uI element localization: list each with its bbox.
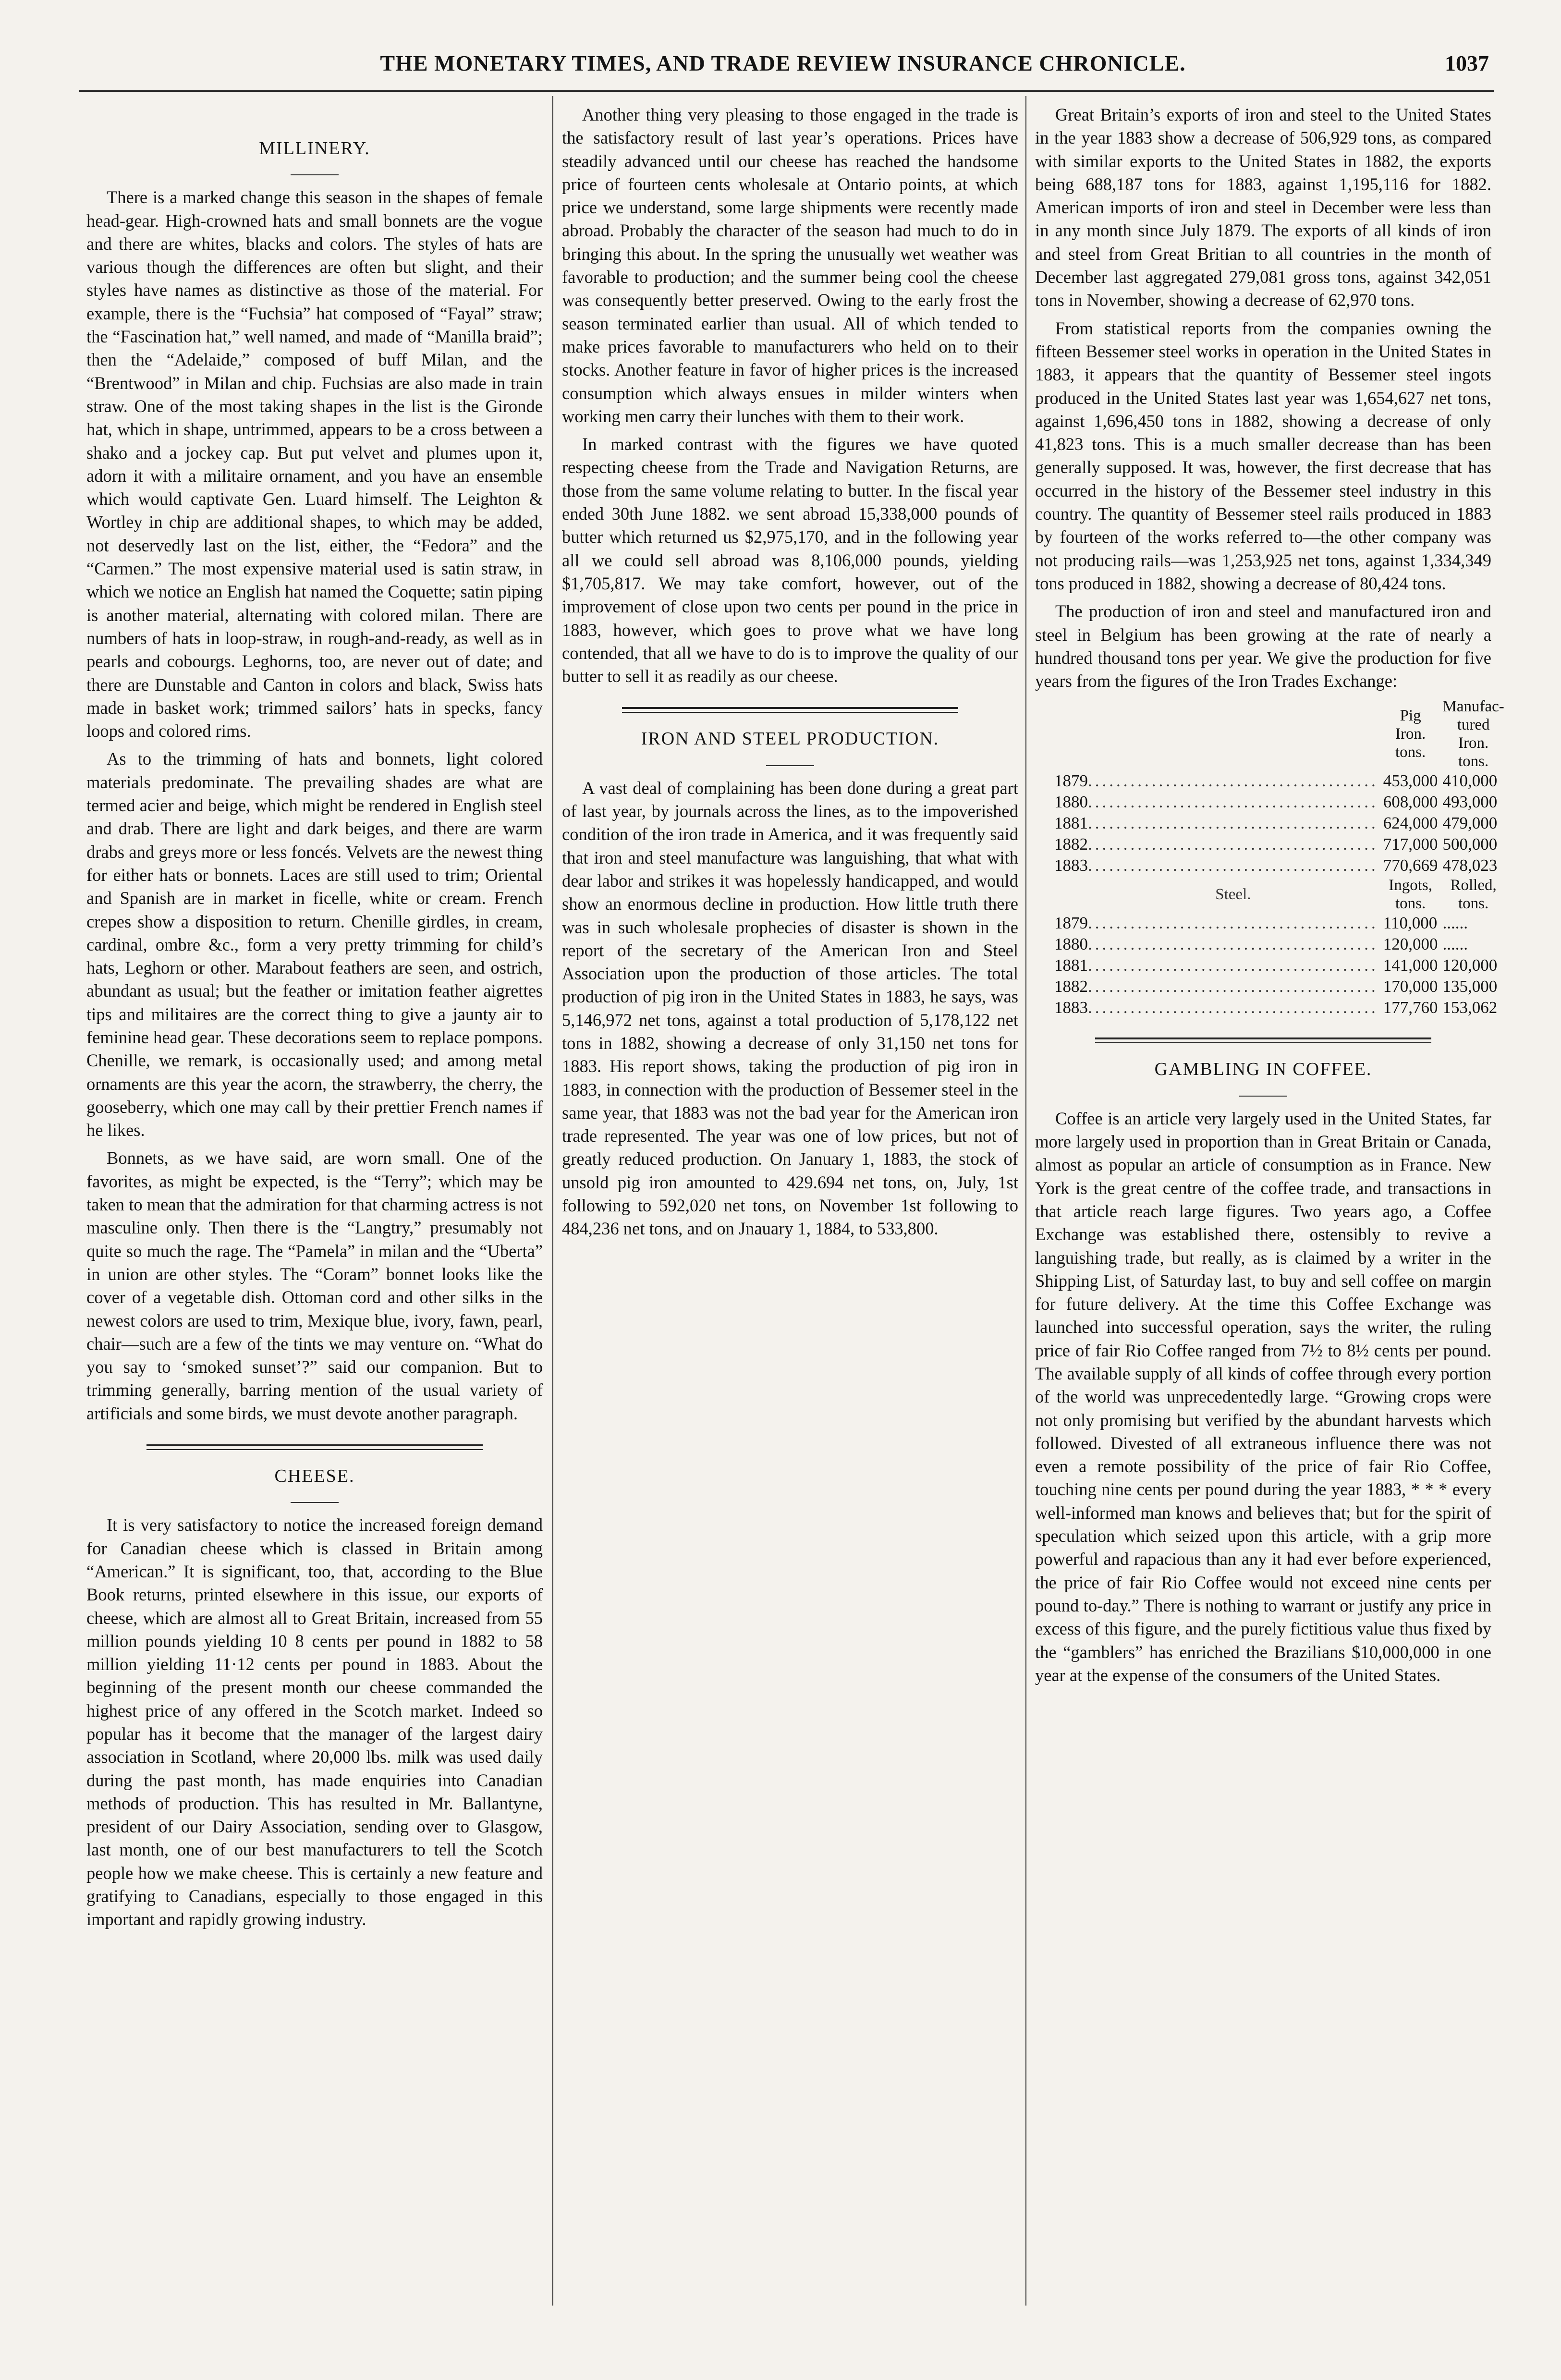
column-1 bbox=[86, 103, 543, 1936]
value-cell: 153,062 bbox=[1442, 998, 1498, 1017]
column-rule bbox=[552, 96, 553, 2306]
value-cell: 110,000 bbox=[1383, 914, 1438, 933]
value-cell: 493,000 bbox=[1442, 793, 1498, 812]
leader-dots: ......................................... bbox=[1088, 956, 1378, 975]
value-cell: 717,000 bbox=[1383, 835, 1438, 854]
iron-paragraph: From statistical reports from the companies owning the fifteen Bessemer steel works in operation in the United States in 1883, it appears that the quantity of Bessemer steel ingots produced in the United States last year was 1,654,627 net tons, against 1,696,450 tons in 1882, showing a decrease of only 41,823 tons. This is a much smaller decrease than has been generally supposed. It was, however, the first decrease that has occurred in the history of the Bessemer steel industry in this country. The quantity of Bessemer steel rails produced in 1883 by fourteen of the works referred to—the other company was not producing rails—was 1,253,925 net tons, against 1,334,349 tons produced in 1882, showing a decrease of 80,424 tons. bbox=[1035, 318, 1491, 593]
value-cell: 770,669 bbox=[1383, 856, 1438, 875]
leader-dots: ......................................... bbox=[1088, 771, 1378, 791]
year-cell: 1881 bbox=[1054, 956, 1088, 975]
coffee-paragraph: Coffee is an article very largely used in the United States, far more largely used in proportion than in Great Britain or Canada, almost as popular an article of consumption as in France. New York is the great centre of the coffee trade, and transactions in that article reach large figures. Two years ago, a Coffee Exchange was established there, ostensibly to revive a languishing trade, but really, as is claimed by a writer in the Shipping List, of Saturday last, to buy and sell coffee on margin for future delivery. At the time this Coffee Exchange was launched into successful operation, says the writer, the ruling price of fair Rio Coffee ranged from 7½ to 8½ cents per pound. The available supply of all kinds of coffee through every portion of the world was unprecedentedly large. “Growing crops were not only promising but verified by the abundant harvests which followed. Divested of all extraneous influence there was not even a remote possibility of the price of fair Rio Coffee, touching nine cents per pound during the year 1883, * * * every well-informed man knows and believes that; but for the spirit of speculation which seized upon this article, with a grip more powerful and rapacious than any it had ever before experienced, the price of fair Rio Coffee would not exceed nine cents per pound to-day.” There is nothing to warrant or justify any price in excess of this figure, and the purely fictitious value thus fixed by the “gamblers” has enriched the Brazilians $10,000,000 in one year at the expense of the consumers of the United States. bbox=[1035, 1108, 1491, 1685]
column-3 bbox=[1035, 103, 1504, 1692]
leader-dots: ......................................... bbox=[1088, 977, 1378, 996]
table-header: Manufac- tured Iron. tons. bbox=[1442, 698, 1504, 770]
leader-dots: ......................................... bbox=[1088, 835, 1378, 854]
year-cell: 1882 bbox=[1054, 977, 1088, 996]
year-cell: 1883 bbox=[1054, 856, 1088, 875]
millinery-paragraph: Bonnets, as we have said, are worn small. One of the favorites, as might be expected, is the “Terry”; which may be taken to mean that the admiration for that charming actress is not masculine only. Then there is the “Langtry,” presumably not quite so much the rage. The “Pamela” in milan and the “Uberta” in union are other styles. The “Coram” bonnet looks like the cover of a vegetable dish. Ottoman cord and other silks in the newest colors are used to trim, Mexique blue, ivory, fawn, pearl, chair—such are a few of the tints we may venture on. “What do you say to ‘smoked sunset’?” said our companion. But to trimming generally, barring mention of the usual variety of artificials and some birds, we must devote another paragraph. bbox=[86, 1148, 543, 1423]
table-row bbox=[1054, 955, 1504, 976]
short-rule bbox=[291, 174, 339, 175]
value-cell: 608,000 bbox=[1383, 793, 1438, 812]
value-cell: ...... bbox=[1442, 914, 1468, 933]
table-row bbox=[1054, 997, 1504, 1018]
page-title: THE MONETARY TIMES, AND TRADE REVIEW INSURANCE CHRONICLE. bbox=[380, 51, 1186, 75]
value-cell: 410,000 bbox=[1442, 771, 1498, 791]
leader-dots: ......................................... bbox=[1088, 814, 1378, 833]
leader-dots: ......................................... bbox=[1088, 856, 1378, 875]
short-rule bbox=[766, 765, 814, 766]
millinery-paragraph: There is a marked change this season in the shapes of female head-gear. High-crowned hats and small bonnets are the vogue and there are whites, blacks and colors. The styles of hats are various though the differences are often but slight, and their styles have names as distinctive as those of the material. For example, there is the “Fuchsia” hat composed of “Fayal” straw; the “Fascination hat,” well named, and made of “Manilla braid”; then the “Adelaide,” composed of buff Milan, and the “Brentwood” in Milan and chip. Fuchsias are also made in train straw. One of the most taking shapes in the list is the Gironde hat, which in shape, untrimmed, appears to be a cross between a shako and a jockey cap. But put velvet and plumes upon it, adorn it with a militaire ornament, and you have an ensemble which would captivate Gen. Luard himself. The Leighton & Wortley in chip are additional shapes, to which may be added, not deservedly last on the list, either, the “Fedora” and the “Carmen.” The most expensive material used is satin straw, in which we notice an English hat named the Coquette; satin piping is another material, alternating with colored milan. There are numbers of hats in loop-straw, in rough-and-ready, as well as in pearls and cobourgs. Leghorns, too, are never out of date; and there are Dunstable and Canton in colors and black, Swiss hats made in basket work; trimmed sailors’ hats in specks, fancy loops and colored rims. bbox=[86, 187, 543, 741]
value-cell: 177,760 bbox=[1383, 998, 1438, 1017]
table-row bbox=[1054, 770, 1504, 792]
leader-dots: ......................................... bbox=[1088, 914, 1378, 933]
belgium-iron-table bbox=[1054, 697, 1504, 1018]
coffee-heading: GAMBLING IN COFFEE. bbox=[1154, 1059, 1372, 1080]
page-header bbox=[72, 50, 1494, 94]
section-rule bbox=[622, 707, 958, 713]
cheese-paragraph: Another thing very pleasing to those engaged in the trade is the satisfactory result of last year’s operations. Prices have steadily advanced until our cheese has reached the handsome price of fourteen cents wholesale at Ontario points, at which price we understand, some large shipments were recently made abroad. Probably the character of the season had much to do in bringing this about. In the spring the unusually wet weather was favorable to production; and the summer being cool the cheese was consequently better preserved. Owing to the early frost the season terminated earlier than usual. All of which tended to make prices favorable to manufacturers who held on to their stocks. Another feature in favor of higher prices is the increased consumption which always ensues in milder winters when working men carry their lunches with them to their work. bbox=[562, 105, 1018, 426]
value-cell: 624,000 bbox=[1383, 814, 1438, 833]
value-cell: 500,000 bbox=[1442, 835, 1498, 854]
table-header: Rolled, tons. bbox=[1450, 877, 1497, 913]
table-row bbox=[1054, 934, 1504, 955]
cheese-heading: CHEESE. bbox=[274, 1466, 355, 1487]
table-header: Pig Iron. tons. bbox=[1395, 707, 1426, 761]
value-cell: 141,000 bbox=[1383, 956, 1438, 975]
table-row bbox=[1054, 813, 1504, 834]
year-cell: 1881 bbox=[1054, 814, 1088, 833]
table-label: Steel. bbox=[1215, 886, 1251, 903]
table-row bbox=[1054, 976, 1504, 997]
iron-paragraph: The production of iron and steel and manufactured iron and steel in Belgium has been growing at the rate of nearly a hundred thousand tons per year. We give the production for five years from the figures of the Iron Trades Exchange: bbox=[1035, 601, 1491, 691]
year-cell: 1879 bbox=[1054, 771, 1088, 791]
value-cell: 170,000 bbox=[1383, 977, 1438, 996]
iron-paragraph: A vast deal of complaining has been done during a great part of last year, by journals across the lines, as to the impoverished condition of the iron trade in America, and it was frequently said that iron and steel manufacture was languishing, that what with dear labor and strikes it was hopelessly handicapped, and would show an enormous decline in production. How little truth there was in such wholesale prophecies of disaster is shown in the report of the secretary of the American Iron and Steel Association upon the production of those articles. The total production of pig iron in the United States in 1883, he says, was 5,146,972 net tons, against a total production of 5,178,122 net tons in 1882, showing a decrease of only 31,150 net tons for 1883. His report shows, taking the production of pig iron in 1883, in connection with the production of Bessemer steel in the same year, that 1883 was not the bad year for the American iron trade represented. The year was one of low prices, but not of greatly reduced production. On January 1, 1883, the stock of unsold pig iron amounted to 429.694 net tons, on, July, 1st following to 592,020 net tons, on November 1st following to 484,236 net tons, and on Jnauary 1, 1884, to 533,800. bbox=[562, 778, 1018, 1239]
cheese-paragraph: In marked contrast with the figures we have quoted respecting cheese from the Trade and Navigation Returns, are those from the same volume relating to butter. In the fiscal year ended 30th June 1882. we sent abroad 15,338,000 pounds of butter which returned us $2,975,170, and in the following year all we could sell abroad was 8,106,000 pounds, yielding $1,705,817. We may take comfort, however, out of the improvement of close upon two cents per pound in the price in 1883, however, which goes to prove what we have long contended, that all we have to do is to improve the quality of our butter to sell it as readily as our cheese. bbox=[562, 434, 1018, 686]
value-cell: 120,000 bbox=[1442, 956, 1498, 975]
leader-dots: ......................................... bbox=[1088, 935, 1378, 954]
column-2 bbox=[562, 103, 1018, 1245]
column-rule bbox=[1025, 96, 1026, 2306]
value-cell: 453,000 bbox=[1383, 771, 1438, 791]
year-cell: 1880 bbox=[1054, 935, 1088, 954]
short-rule bbox=[291, 1502, 339, 1503]
value-cell: 120,000 bbox=[1383, 935, 1438, 954]
year-cell: 1882 bbox=[1054, 835, 1088, 854]
year-cell: 1880 bbox=[1054, 793, 1088, 812]
value-cell: 135,000 bbox=[1442, 977, 1498, 996]
page-number: 1037 bbox=[1445, 51, 1489, 75]
table-row bbox=[1054, 913, 1504, 934]
short-rule bbox=[1239, 1096, 1287, 1097]
millinery-paragraph: As to the trimming of hats and bonnets, light colored materials predominate. The prevailing shades are what are termed acier and beige, which might be rendered in English steel and drab. There are light and dark beiges, and there are warm drabs and greys more or less foncés. Velvets are the newest thing for either hats or bonnets. Laces are still used to trim; Oriental and Spanish are in market in ficelle, white or cream. French crepes show a disposition to return. Chenille girdles, in cream, cardinal, ombre &c., form a very pretty trimming for child’s hats, Leghorn or other. Marabout feathers are seen, and ostrich, abundant as usual; but the feather or imitation feather aigrettes tips and militaires are the correct thing to give a jaunty air to feminine head gear. These decorations seem to replace pompons. Chenille, we remark, is occasionally used; and among metal ornaments are this year the acorn, the strawberry, the cherry, the gooseberry, which one may call by their prettier French names if he likes. bbox=[86, 749, 543, 1140]
value-cell: ...... bbox=[1442, 935, 1468, 954]
leader-dots: ......................................... bbox=[1088, 998, 1378, 1017]
value-cell: 479,000 bbox=[1442, 814, 1498, 833]
table-row bbox=[1054, 855, 1504, 876]
header-rule bbox=[79, 90, 1494, 92]
section-rule bbox=[1095, 1037, 1431, 1043]
table-row bbox=[1054, 834, 1504, 855]
section-rule bbox=[146, 1444, 483, 1450]
iron-paragraph: Great Britain’s exports of iron and steel to the United States in the year 1883 show a decrease of 506,929 tons, as compared with similar exports to the United States in 1882, the exports being 688,187 tons for 1883, against 1,195,116 for 1882. American imports of iron and steel in December were less than in any month since July 1879. The exports of all kinds of iron and steel from Great Britian to all countries in the month of December last aggregated 279,081 gross tons, against 342,051 tons in November, showing a decrease of 62,970 tons. bbox=[1035, 105, 1491, 310]
value-cell: 478,023 bbox=[1442, 856, 1498, 875]
table-row bbox=[1054, 792, 1504, 813]
year-cell: 1879 bbox=[1054, 914, 1088, 933]
iron-heading: IRON AND STEEL PRODUCTION. bbox=[641, 729, 939, 749]
year-cell: 1883 bbox=[1054, 998, 1088, 1017]
leader-dots: ......................................... bbox=[1088, 793, 1378, 812]
millinery-heading: MILLINERY. bbox=[259, 138, 370, 159]
cheese-paragraph: It is very satisfactory to notice the increased foreign demand for Canadian cheese which is classed in Britain among “American.” It is significant, too, that, according to the Blue Book returns, printed elsewhere in this issue, our exports of cheese, which are almost all to Great Britain, increased from 55 million pounds yielding 10 8 cents per pound in 1882 to 58 million yielding 11·12 cents per pound in 1883. About the beginning of the present month our cheese commanded the highest price of any offered in the Scotch market. Indeed so popular has it become that the manager of the largest dairy association in Scotland, where 20,000 lbs. milk was used daily during the past month, has made enquiries into Canadian methods of production. This has resulted in Mr. Ballantyne, president of our Dairy Association, sending over to Glasgow, last month, one of our best manufacturers to tell the Scotch people how we make cheese. This is certainly a new feature and gratifying to Canadians, especially to those engaged in this important and rapidly growing industry. bbox=[86, 1515, 543, 1929]
table-header: Ingots, tons. bbox=[1389, 877, 1432, 913]
